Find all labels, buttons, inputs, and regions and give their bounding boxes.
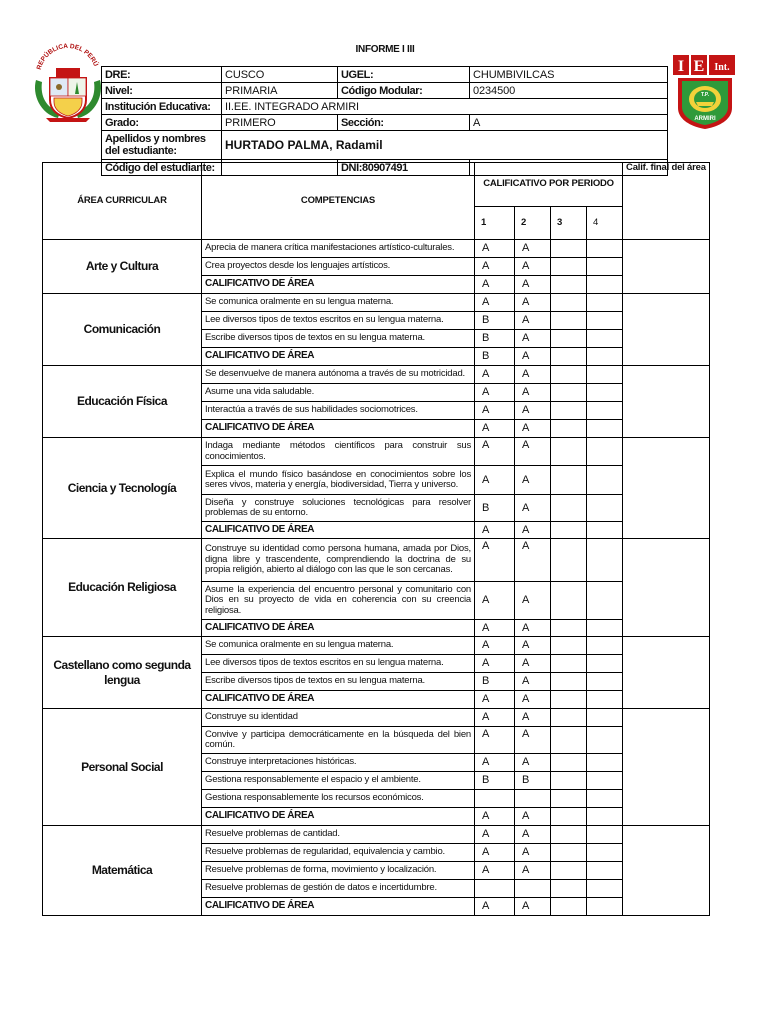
svg-text:ARMIRI: ARMIRI	[694, 116, 716, 122]
area-educacion-fisica: Educación Física	[43, 366, 202, 438]
area-ciencia-y-tecnologia: Ciencia y Tecnología	[43, 438, 202, 539]
institucion-value: II.EE. INTEGRADO ARMIRI	[222, 99, 668, 115]
grade-p2: A	[515, 582, 551, 620]
competency-text: Lee diversos tipos de textos escritos en su lengua materna.	[202, 312, 475, 330]
grade-p3	[551, 844, 587, 862]
calificativo-area-label: CALIFICATIVO DE ÁREA	[202, 522, 475, 539]
final-grade-cell	[623, 240, 710, 294]
dre-value: CUSCO	[222, 67, 338, 83]
student-info-table	[101, 66, 668, 176]
calificativo-area-label: CALIFICATIVO DE ÁREA	[202, 691, 475, 709]
grade-p4	[587, 312, 623, 330]
svg-text:T.P.: T.P.	[701, 92, 709, 98]
area-grade-p4	[587, 522, 623, 539]
grade-p1: A	[475, 582, 515, 620]
competency-row	[43, 637, 710, 655]
competency-row	[43, 438, 710, 466]
grade-p4	[587, 366, 623, 384]
competency-text: Interactúa a través de sus habilidades sociomotrices.	[202, 402, 475, 420]
grade-p2: A	[515, 844, 551, 862]
area-grade-p2: A	[515, 620, 551, 637]
area-grade-p3	[551, 691, 587, 709]
grade-p1: A	[475, 862, 515, 880]
area-grade-p1: A	[475, 276, 515, 294]
competency-text: Aprecia de manera crítica manifestaciones artístico-culturales.	[202, 240, 475, 258]
seccion-value: A	[470, 115, 668, 131]
nivel-value: PRIMARIA	[222, 83, 338, 99]
grade-p2: A	[515, 330, 551, 348]
competency-text: Gestiona responsablemente los recursos económicos.	[202, 790, 475, 808]
nombre-value: HURTADO PALMA, Radamil	[222, 131, 668, 160]
competency-text: Explica el mundo físico basándose en conocimientos sobre los seres vivos, materia y energía, biodiversidad, Tierra y universo.	[202, 466, 475, 495]
competency-row	[43, 240, 710, 258]
competency-row	[43, 294, 710, 312]
grade-p1	[475, 790, 515, 808]
area-castellano-como-segunda-lengua: Castellano como segunda lengua	[43, 637, 202, 709]
grade-p4	[587, 844, 623, 862]
nombre-label: Apellidos y nombres del estudiante:	[102, 131, 222, 160]
svg-text:E: E	[693, 58, 705, 75]
grade-p3	[551, 438, 587, 466]
competency-row	[43, 539, 710, 582]
area-grade-p2: A	[515, 348, 551, 366]
grade-p2: A	[515, 495, 551, 522]
codigo-estudiante-label: Código del estudiante:	[102, 160, 222, 176]
grade-p2: A	[515, 466, 551, 495]
dre-label: DRE:	[102, 67, 222, 83]
grade-p1: A	[475, 539, 515, 582]
grade-p2: A	[515, 258, 551, 276]
area-grade-p2: A	[515, 420, 551, 438]
grade-p4	[587, 240, 623, 258]
grade-p4	[587, 495, 623, 522]
area-educacion-religiosa: Educación Religiosa	[43, 539, 202, 637]
grade-p2: A	[515, 294, 551, 312]
grade-p3	[551, 637, 587, 655]
area-grade-p1: A	[475, 808, 515, 826]
grade-p1: A	[475, 844, 515, 862]
competency-text: Diseña y construye soluciones tecnológicas para resolver problemas de su entorno.	[202, 495, 475, 522]
grade-p3	[551, 709, 587, 727]
competency-text: Construye su identidad como persona humana, amada por Dios, digna libre y trascendente, comprendiendo la doctrina de su propia religión, abierto al diálogo con las que le son cercanas.	[202, 539, 475, 582]
calificativo-area-label: CALIFICATIVO DE ÁREA	[202, 420, 475, 438]
final-grade-cell	[623, 438, 710, 539]
grade-p4	[587, 880, 623, 898]
dni-label: DNI:80907491	[338, 160, 470, 176]
grade-p1: B	[475, 673, 515, 691]
area-grade-p3	[551, 808, 587, 826]
grade-p2: A	[515, 754, 551, 772]
grade-p3	[551, 495, 587, 522]
grade-p2: A	[515, 312, 551, 330]
area-grade-p3	[551, 522, 587, 539]
grade-p4	[587, 330, 623, 348]
grade-p1: A	[475, 384, 515, 402]
area-grade-p3	[551, 898, 587, 916]
grade-p4	[587, 826, 623, 844]
calificativo-area-label: CALIFICATIVO DE ÁREA	[202, 348, 475, 366]
header-competencias: COMPETENCIAS	[202, 163, 475, 240]
period-4-header: 4	[587, 207, 623, 240]
area-grade-p3	[551, 276, 587, 294]
grade-p3	[551, 862, 587, 880]
grade-p2: A	[515, 539, 551, 582]
final-grade-cell	[623, 637, 710, 709]
grade-p4	[587, 754, 623, 772]
grade-p1: A	[475, 366, 515, 384]
competency-row	[43, 826, 710, 844]
grade-p4	[587, 709, 623, 727]
area-grade-p1: A	[475, 522, 515, 539]
codigo-modular-value: 0234500	[470, 83, 668, 99]
grade-p4	[587, 258, 623, 276]
grade-p2: A	[515, 826, 551, 844]
nivel-label: Nivel:	[102, 83, 222, 99]
grade-p1: A	[475, 655, 515, 673]
svg-text:I: I	[677, 58, 685, 75]
peru-coat-of-arms-logo	[30, 42, 106, 124]
area-grade-p4	[587, 808, 623, 826]
grades-table	[42, 162, 710, 916]
grade-p1: A	[475, 240, 515, 258]
grade-p4	[587, 772, 623, 790]
competency-text: Resuelve problemas de regularidad, equivalencia y cambio.	[202, 844, 475, 862]
area-grade-p4	[587, 898, 623, 916]
final-grade-cell	[623, 826, 710, 916]
grade-p1: A	[475, 438, 515, 466]
grade-p1: B	[475, 772, 515, 790]
calificativo-area-label: CALIFICATIVO DE ÁREA	[202, 276, 475, 294]
competency-text: Construye interpretaciones históricas.	[202, 754, 475, 772]
area-grade-p1: B	[475, 348, 515, 366]
grade-p3	[551, 582, 587, 620]
grade-p1: A	[475, 826, 515, 844]
calificativo-area-label: CALIFICATIVO DE ÁREA	[202, 808, 475, 826]
area-grade-p1: A	[475, 691, 515, 709]
competency-row	[43, 366, 710, 384]
grade-p1	[475, 880, 515, 898]
area-grade-p2: A	[515, 522, 551, 539]
grade-p1: A	[475, 294, 515, 312]
grade-p4	[587, 582, 623, 620]
grade-p1: A	[475, 709, 515, 727]
grade-p4	[587, 539, 623, 582]
grade-p1: A	[475, 637, 515, 655]
svg-text:REPÚBLICA DEL PERÚ: REPÚBLICA DEL PERÚ	[35, 42, 100, 71]
grade-p4	[587, 466, 623, 495]
period-2-header: 2	[515, 207, 551, 240]
competency-text: Gestiona responsablemente el espacio y el ambiente.	[202, 772, 475, 790]
grade-p1: A	[475, 754, 515, 772]
area-grade-p4	[587, 691, 623, 709]
grade-p2: A	[515, 366, 551, 384]
grade-p1: A	[475, 727, 515, 754]
competency-text: Crea proyectos desde los lenguajes artísticos.	[202, 258, 475, 276]
area-grade-p3	[551, 620, 587, 637]
competency-text: Escribe diversos tipos de textos en su lengua materna.	[202, 673, 475, 691]
area-comunicacion: Comunicación	[43, 294, 202, 366]
grade-p3	[551, 673, 587, 691]
area-grade-p2: A	[515, 276, 551, 294]
grade-p1: A	[475, 402, 515, 420]
grade-p4	[587, 637, 623, 655]
competency-text: Resuelve problemas de gestión de datos e incertidumbre.	[202, 880, 475, 898]
grade-p3	[551, 384, 587, 402]
area-grade-p3	[551, 348, 587, 366]
grade-p4	[587, 402, 623, 420]
grade-p4	[587, 384, 623, 402]
grade-p1: A	[475, 466, 515, 495]
grado-label: Grado:	[102, 115, 222, 131]
header-calificativo-periodo: CALIFICATIVO POR PERIODO	[475, 163, 623, 207]
competency-row	[43, 709, 710, 727]
grade-p4	[587, 727, 623, 754]
grade-p4	[587, 862, 623, 880]
area-grade-p2: A	[515, 898, 551, 916]
competency-text: Convive y participa democráticamente en la búsqueda del bien común.	[202, 727, 475, 754]
area-grade-p1: A	[475, 620, 515, 637]
competency-text: Resuelve problemas de forma, movimiento y localización.	[202, 862, 475, 880]
grade-p3	[551, 294, 587, 312]
final-grade-cell	[623, 709, 710, 826]
grade-p3	[551, 466, 587, 495]
grade-p1: A	[475, 258, 515, 276]
area-grade-p2: A	[515, 808, 551, 826]
area-grade-p1: A	[475, 420, 515, 438]
grade-p2: A	[515, 673, 551, 691]
area-grade-p3	[551, 420, 587, 438]
institucion-label: Institución Educativa:	[102, 99, 222, 115]
area-personal-social: Personal Social	[43, 709, 202, 826]
grado-value: PRIMERO	[222, 115, 338, 131]
grade-p3	[551, 727, 587, 754]
grade-p1: B	[475, 312, 515, 330]
competency-text: Lee diversos tipos de textos escritos en su lengua materna.	[202, 655, 475, 673]
grade-p3	[551, 539, 587, 582]
grade-p3	[551, 330, 587, 348]
ie-armiri-school-logo	[672, 50, 738, 130]
grade-p4	[587, 673, 623, 691]
grade-p2: A	[515, 240, 551, 258]
grade-p2: A	[515, 862, 551, 880]
calificativo-area-label: CALIFICATIVO DE ÁREA	[202, 898, 475, 916]
area-grade-p1: A	[475, 898, 515, 916]
period-1-header: 1	[475, 207, 515, 240]
grade-p2: A	[515, 655, 551, 673]
grade-p4	[587, 655, 623, 673]
codigo-modular-label: Código Modular:	[338, 83, 470, 99]
area-grade-p2: A	[515, 691, 551, 709]
area-matematica: Matemática	[43, 826, 202, 916]
grade-p2: A	[515, 402, 551, 420]
svg-text:Int.: Int.	[714, 62, 730, 73]
grade-p3	[551, 826, 587, 844]
final-grade-cell	[623, 539, 710, 637]
grade-p3	[551, 754, 587, 772]
area-grade-p4	[587, 620, 623, 637]
grade-p2: A	[515, 438, 551, 466]
grade-p2: A	[515, 709, 551, 727]
area-grade-p4	[587, 276, 623, 294]
grade-p4	[587, 294, 623, 312]
final-grade-cell	[623, 294, 710, 366]
grade-p2: A	[515, 637, 551, 655]
grade-p2	[515, 880, 551, 898]
grade-p3	[551, 312, 587, 330]
ugel-label: UGEL:	[338, 67, 470, 83]
competency-text: Resuelve problemas de cantidad.	[202, 826, 475, 844]
grade-p1: B	[475, 495, 515, 522]
area-grade-p4	[587, 348, 623, 366]
seccion-label: Sección:	[338, 115, 470, 131]
period-3-header: 3	[551, 207, 587, 240]
report-title: INFORME I III	[355, 44, 415, 55]
grade-p3	[551, 366, 587, 384]
calificativo-area-label: CALIFICATIVO DE ÁREA	[202, 620, 475, 637]
ugel-value: CHUMBIVILCAS	[470, 67, 668, 83]
grade-p2: A	[515, 727, 551, 754]
area-arte-y-cultura: Arte y Cultura	[43, 240, 202, 294]
final-grade-cell	[623, 366, 710, 438]
competency-text: Asume una vida saludable.	[202, 384, 475, 402]
competency-text: Se desenvuelve de manera autónoma a través de su motricidad.	[202, 366, 475, 384]
area-grade-p4	[587, 420, 623, 438]
competency-text: Indaga mediante métodos científicos para construir sus conocimientos.	[202, 438, 475, 466]
grade-p3	[551, 258, 587, 276]
header-area-curricular: ÁREA CURRICULAR	[43, 163, 202, 240]
competency-text: Construye su identidad	[202, 709, 475, 727]
grade-p4	[587, 790, 623, 808]
grade-p3	[551, 790, 587, 808]
competency-text: Se comunica oralmente en su lengua materna.	[202, 637, 475, 655]
grade-p3	[551, 655, 587, 673]
header-calif-final: Calif. final del área	[623, 163, 710, 240]
grade-p3	[551, 880, 587, 898]
competency-text: Se comunica oralmente en su lengua materna.	[202, 294, 475, 312]
competency-text: Asume la experiencia del encuentro personal y comunitario con Dios en su proyecto de vida en coherencia con su creencia religiosa.	[202, 582, 475, 620]
grade-p3	[551, 240, 587, 258]
grade-p4	[587, 438, 623, 466]
competency-text: Escribe diversos tipos de textos en su lengua materna.	[202, 330, 475, 348]
grade-p3	[551, 772, 587, 790]
grade-p2	[515, 790, 551, 808]
grade-p2: A	[515, 384, 551, 402]
grade-p1: B	[475, 330, 515, 348]
grade-p2: B	[515, 772, 551, 790]
grade-p3	[551, 402, 587, 420]
